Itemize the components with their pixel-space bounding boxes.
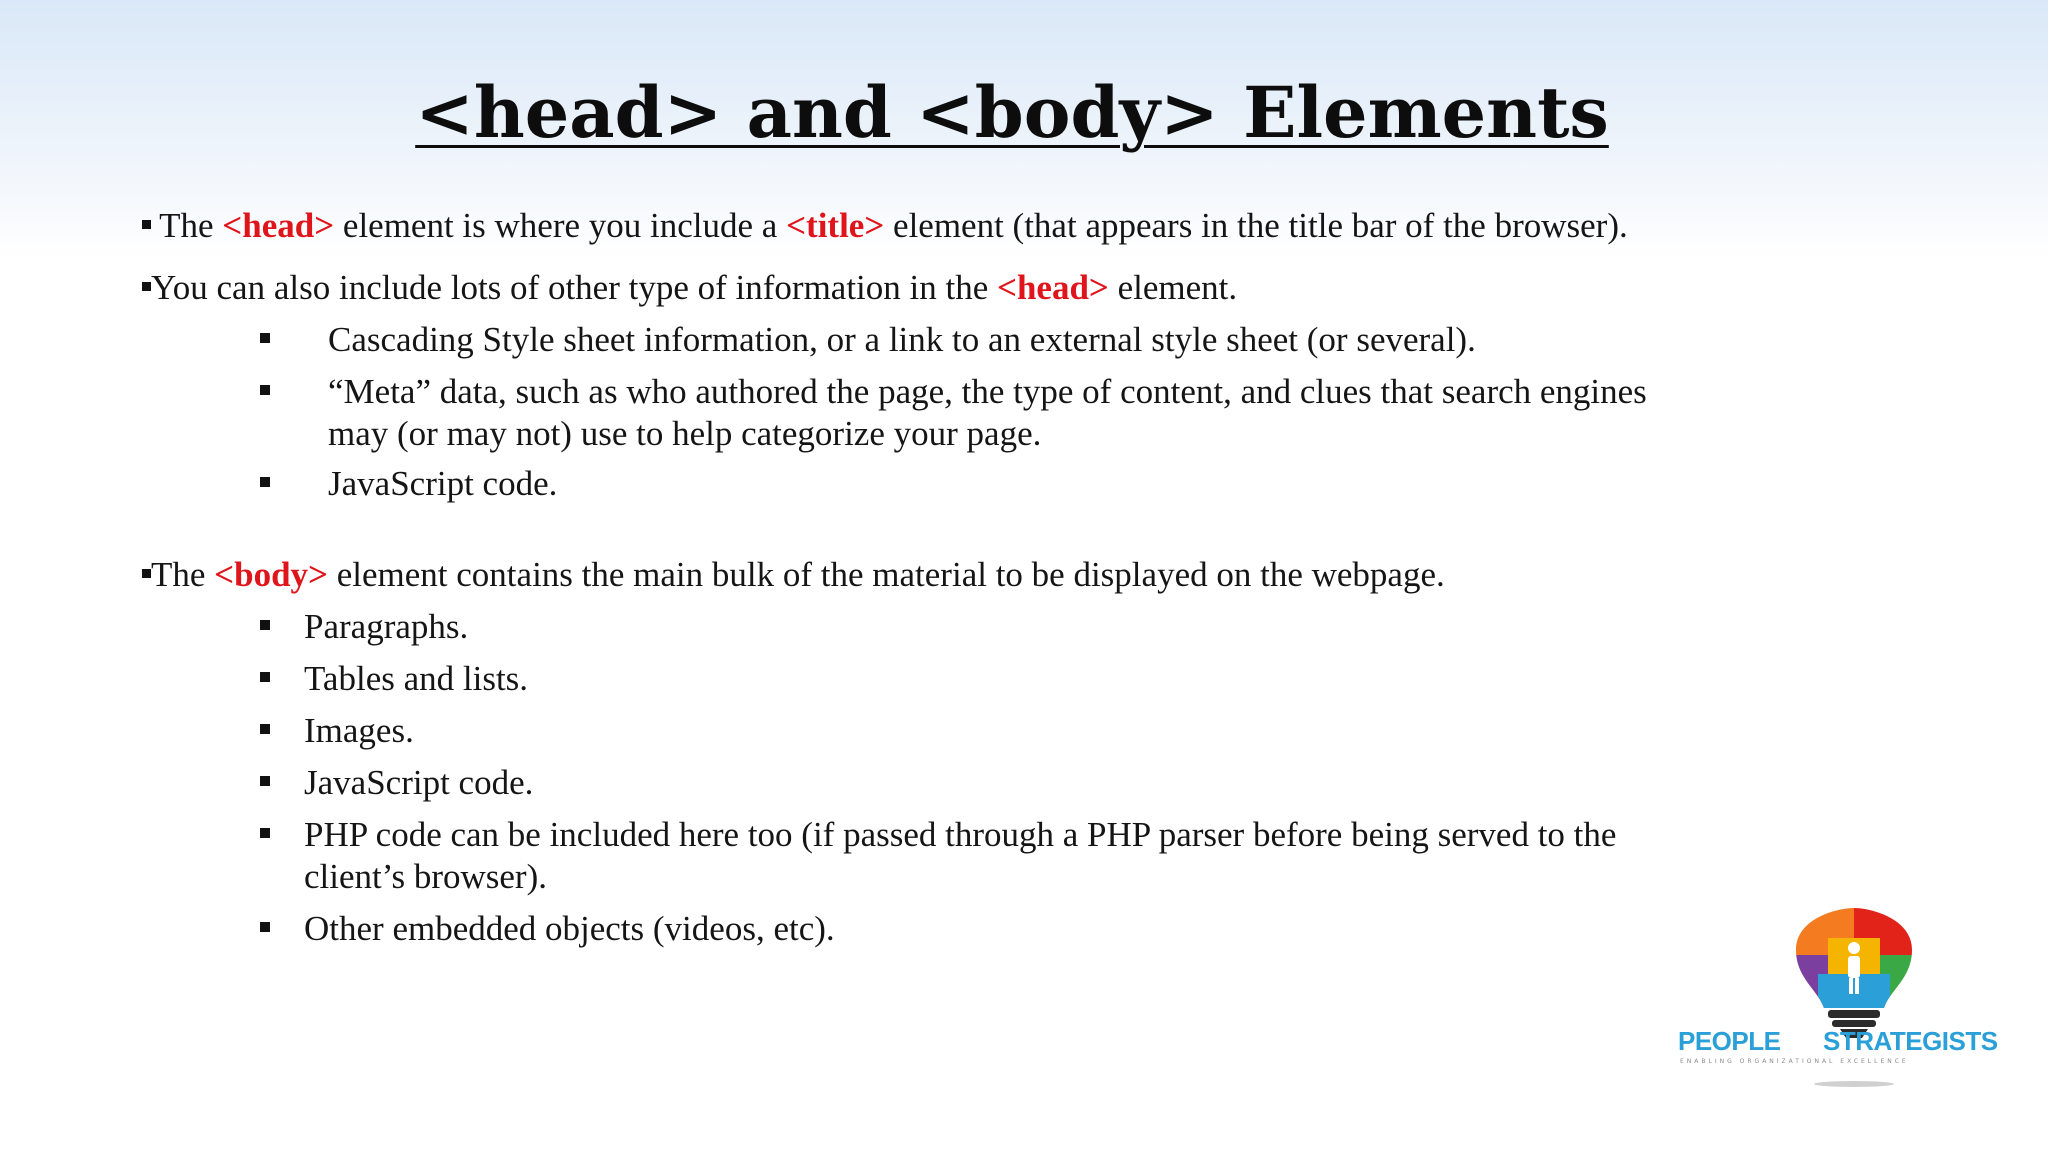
head-intro-line: The <head> element is where you include a <title> element (that appears in the title bar of the browser). <box>142 205 1628 247</box>
bullet-icon <box>260 333 270 343</box>
logo-word-strategists: STRATEGISTS <box>1823 1026 1998 1056</box>
bullet-icon <box>260 477 270 487</box>
bullet-icon <box>142 569 151 578</box>
body-item-php-cont: client’s browser). <box>304 857 547 896</box>
body-item-images: Images. <box>304 711 414 750</box>
bullet-icon <box>260 922 270 932</box>
head-tag: <head> <box>997 268 1109 307</box>
bullet-icon <box>142 282 151 291</box>
people-strategists-logo <box>1678 908 1998 1088</box>
head-item-meta: “Meta” data, such as who authored the page, the type of content, and clues that search engines <box>328 372 1647 411</box>
body-item-embedded: Other embedded objects (videos, etc). <box>304 909 835 948</box>
bullet-icon <box>260 724 270 734</box>
body-tag: <body> <box>214 555 328 594</box>
body-intro-line: The <body> element contains the main bulk of the material to be displayed on the webpage. <box>142 554 1445 596</box>
body-item-paragraphs: Paragraphs. <box>304 607 469 646</box>
head-tag: <head> <box>222 206 335 245</box>
body-item-php: PHP code can be included here too (if passed through a PHP parser before being served to the <box>304 815 1617 854</box>
head-item-meta-cont: may (or may not) use to help categorize your page. <box>328 414 1042 453</box>
bullet-icon <box>260 385 270 395</box>
logo-word-people: PEOPLE <box>1678 1026 1781 1056</box>
slide-title: <head> and <body> Elements <box>415 71 1609 154</box>
title-tag: <title> <box>786 206 885 245</box>
head-item-js: JavaScript code. <box>328 464 558 503</box>
bullet-icon <box>260 828 270 838</box>
head-info-line: You can also include lots of other type of information in the <head> element. <box>142 267 1237 309</box>
bullet-icon <box>260 776 270 786</box>
bullet-icon <box>260 672 270 682</box>
body-item-js: JavaScript code. <box>304 763 534 802</box>
body-item-tables: Tables and lists. <box>304 659 529 698</box>
head-item-css: Cascading Style sheet information, or a link to an external style sheet (or several). <box>328 320 1476 359</box>
bullet-icon <box>260 620 270 630</box>
bullet-icon <box>142 220 151 229</box>
logo-tagline: ENABLING ORGANIZATIONAL EXCELLENCE <box>1680 1058 1909 1065</box>
